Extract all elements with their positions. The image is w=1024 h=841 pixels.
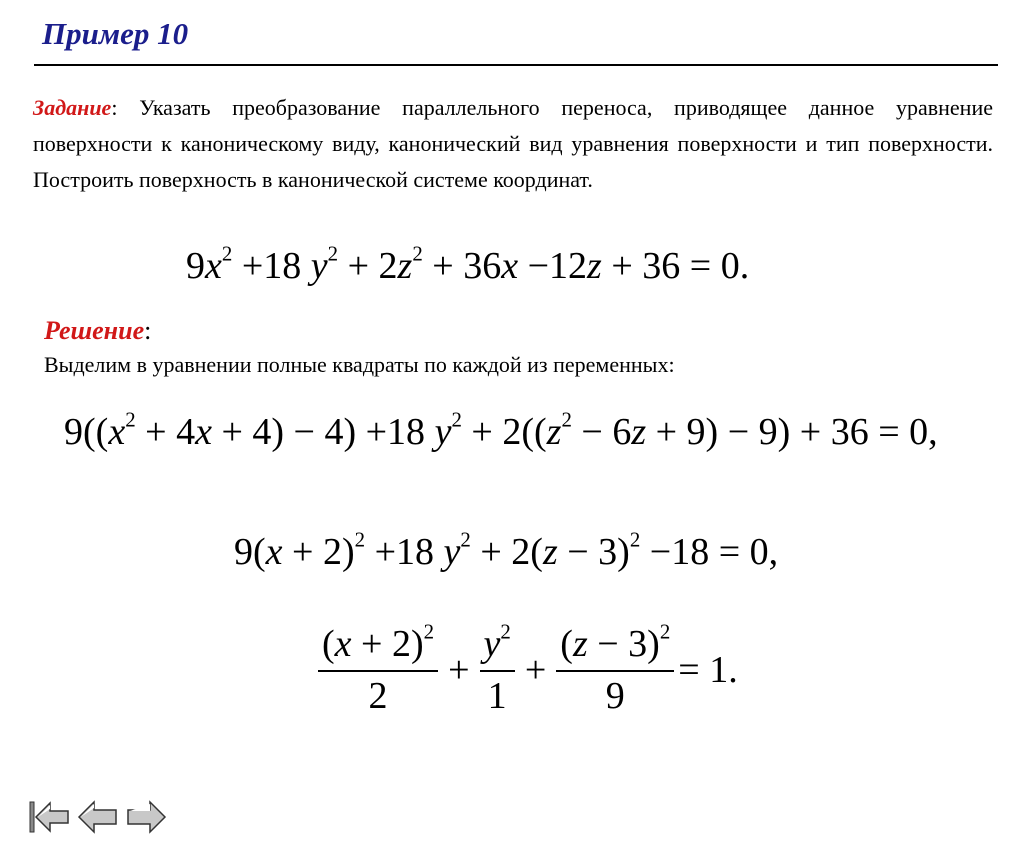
equation-2: $9((x^2 + 4x + 4) - 4) +18$ $y^2 + 2((z^2 - 6z + 9) - 9) + 36 = 0$, (64, 407, 938, 453)
back-icon[interactable] (76, 798, 120, 836)
task-paragraph (33, 90, 993, 198)
solution-label: Решение (44, 316, 145, 345)
task-colon: : (111, 95, 118, 120)
fraction-y: $\frac{y^2}{1}$ (480, 622, 515, 718)
solution-heading (44, 316, 151, 346)
equation-3: $9(x + 2)^2 +18$ $y^2 + 2(z - 3)^2 -18 = 0$, (234, 527, 779, 573)
first-page-icon[interactable] (28, 798, 72, 836)
denominator-z: 9 (605, 675, 625, 717)
task-label: Задание (33, 95, 112, 120)
slide-title: Пример 10 (42, 16, 189, 51)
equation-4-rhs: = 1. (678, 649, 738, 691)
solution-colon: : (144, 316, 152, 345)
fraction-z: $\frac{(z - 3)^2}{9}$ (556, 622, 674, 718)
forward-icon[interactable] (124, 798, 168, 836)
denominator-y: 1 (487, 675, 507, 717)
equation-1: $9x^2 +18$ $y^2 + 2z^2 + 36x -12z + 36 = 0$. (186, 241, 750, 287)
task-text: Указать преобразование параллельного переноса, приводящее данное уравнение поверхности к каноническому виду, канонический вид уравнения поверхности и тип поверхности. Построить поверхность в канонической системе координат. (33, 95, 993, 192)
solution-text: Выделим в уравнении полные квадраты по каждой из переменных: (44, 352, 675, 377)
equation-4-canonical: $\frac{(x + 2)^2}{2}$ + $\frac{y^2}{1}$ + $\frac{(z - 3)^2}{9}$ = 1. (314, 622, 738, 718)
fraction-x: $\frac{(x + 2)^2}{2}$ (318, 622, 438, 718)
slide-navigation (28, 798, 168, 836)
denominator-x: 2 (368, 675, 388, 717)
title-divider (34, 64, 998, 66)
slide (6, 0, 1020, 841)
